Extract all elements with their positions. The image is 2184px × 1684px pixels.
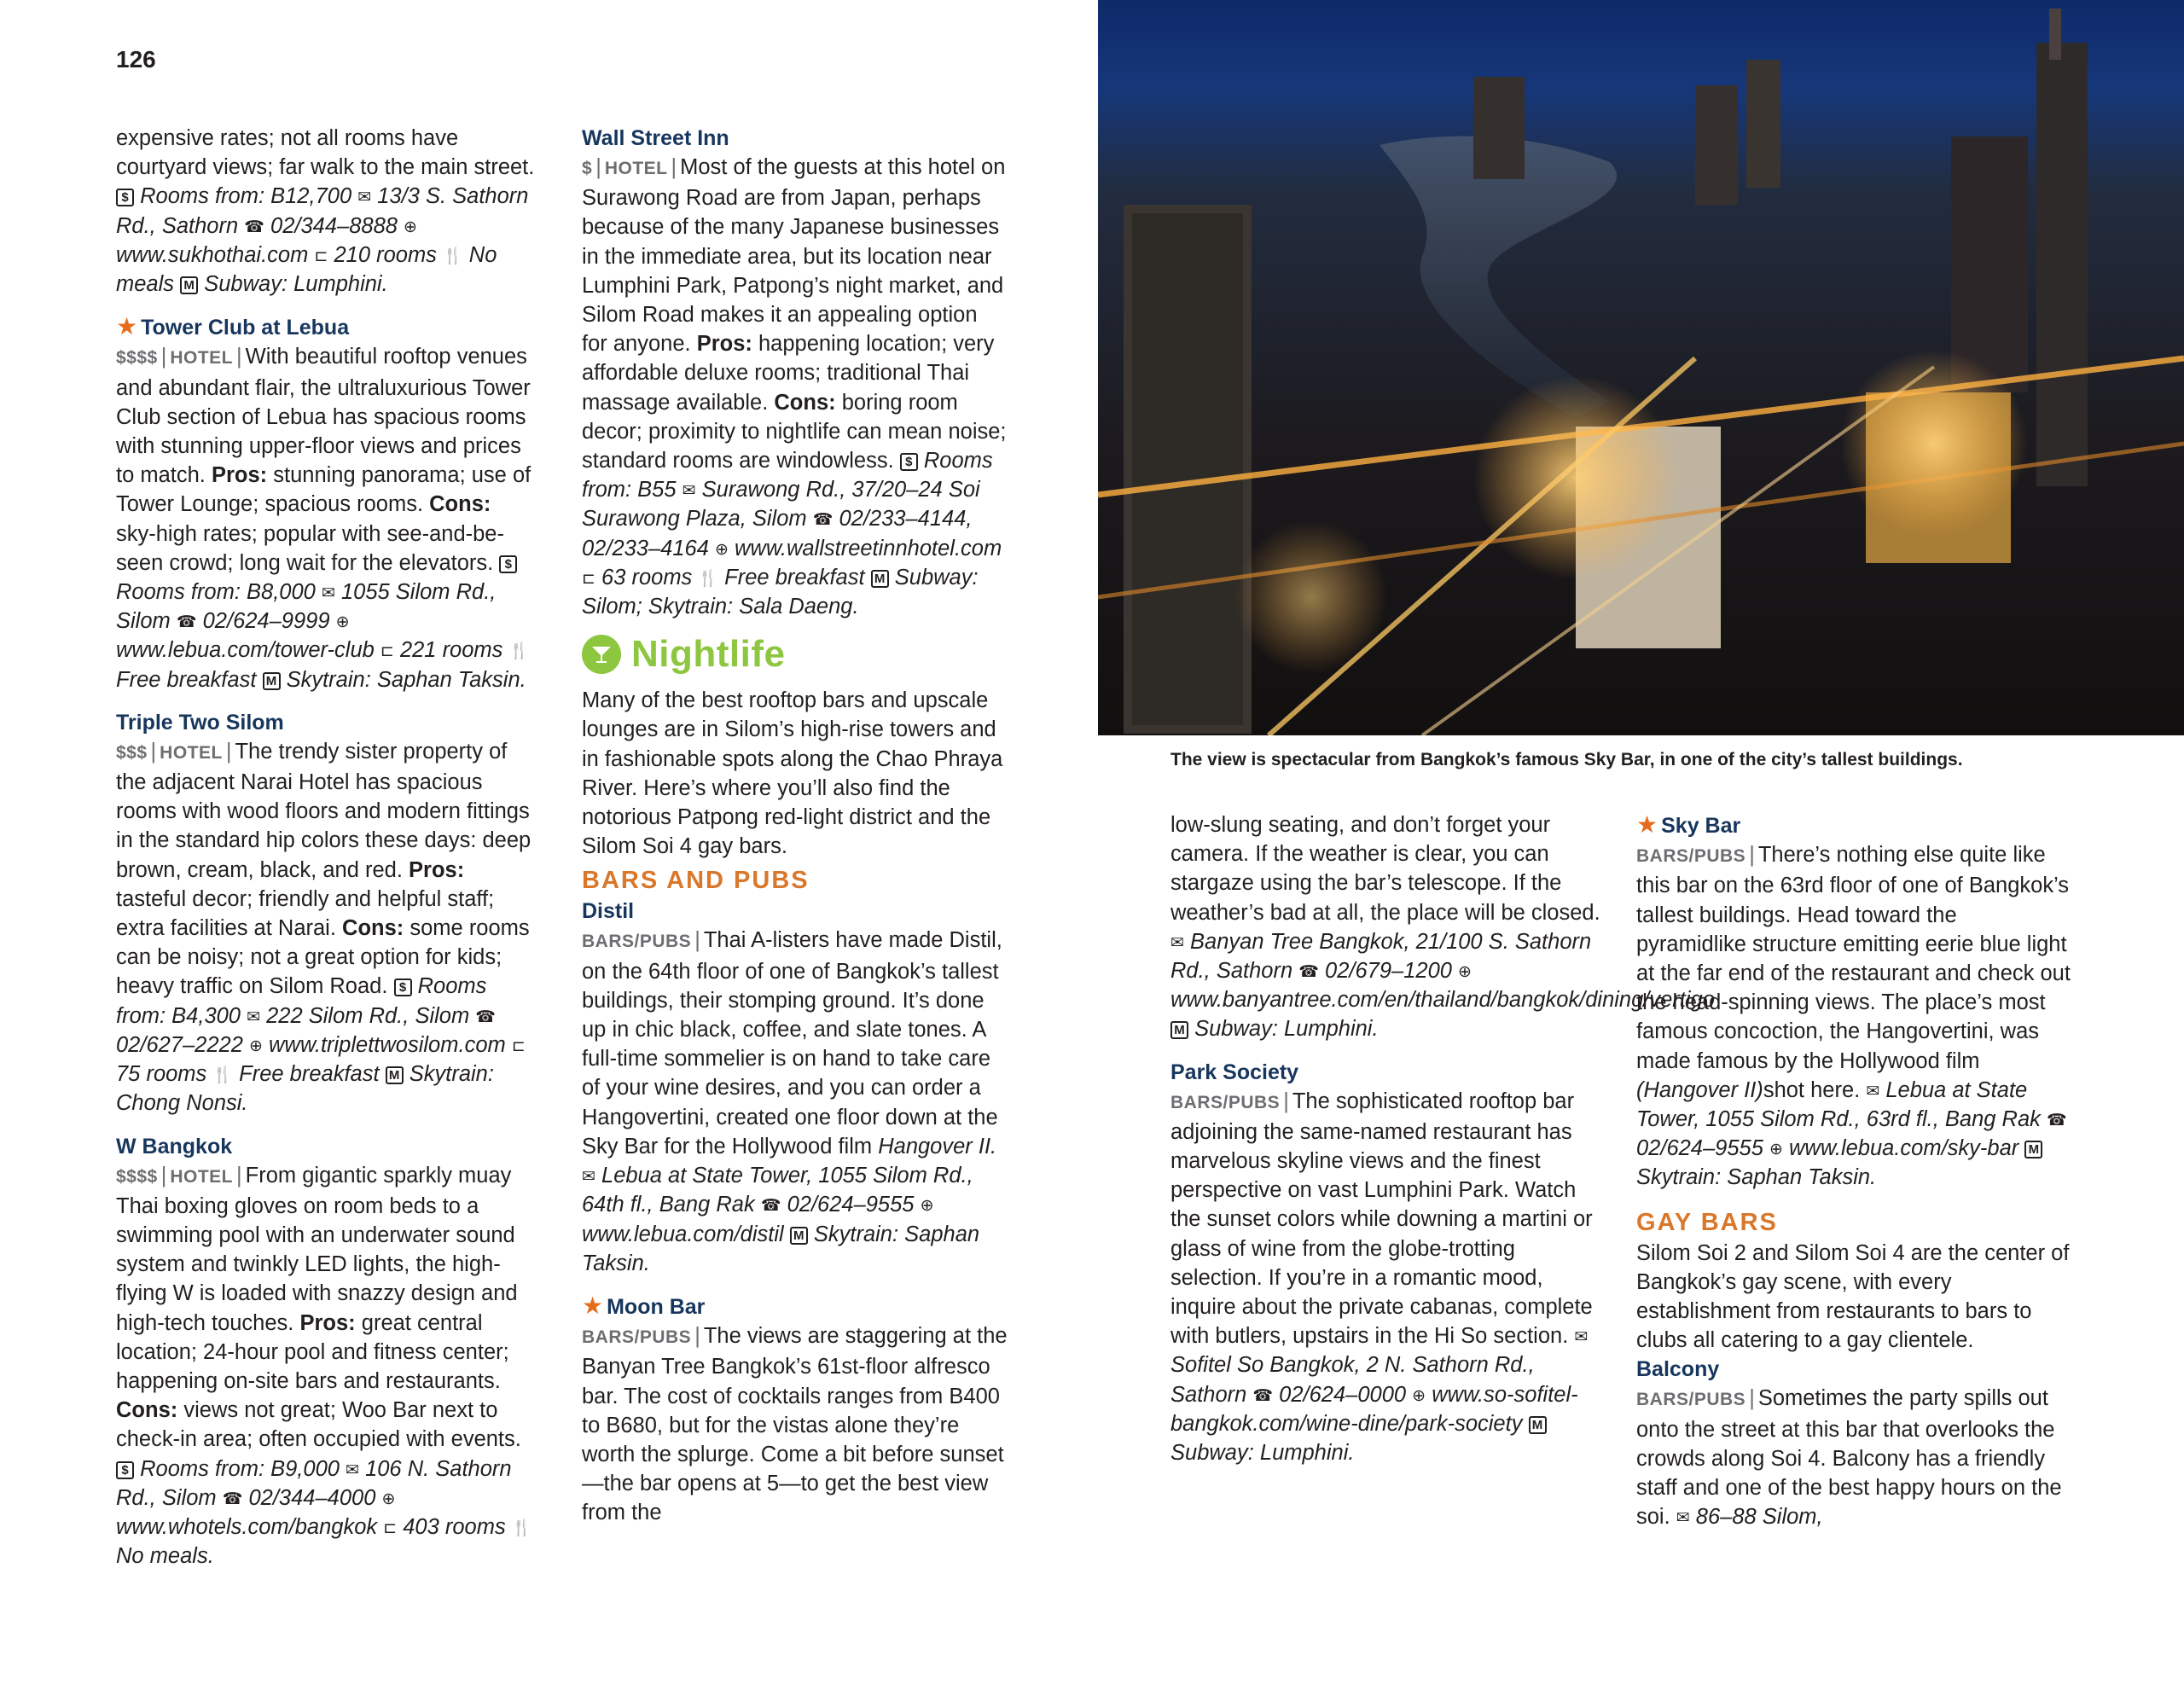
meals-icon: 🍴 <box>508 642 530 661</box>
separator: | <box>225 739 232 764</box>
hotel-entry-w-bangkok <box>116 1132 536 1571</box>
entry-text: The views are staggering at the Banyan Tree Bangkok’s 61st-floor alfresco bar. The cost of cocktails ranges from B400 to B680, but for the vistas alone they’re worth the splurge. Come a bit before sunset—the bar opens at 5—to get the best view from the <box>582 1324 1008 1525</box>
column-2 <box>582 124 1008 1542</box>
pros-label: Pros: <box>409 857 465 882</box>
phone-icon: ☎ <box>2047 1112 2067 1130</box>
phone-icon: ☎ <box>1298 963 1319 982</box>
entry-phone: 02/233–4144, 02/233–4164 <box>582 507 973 560</box>
web-icon: ⊕ <box>404 218 417 236</box>
hotel-entry-continued <box>116 124 536 299</box>
entry-phone: 02/624–0000 <box>1279 1382 1407 1407</box>
phone-icon: ☎ <box>475 1007 496 1026</box>
star-icon: ★ <box>1636 811 1658 838</box>
entry-phone: 02/627–2222 <box>116 1032 243 1057</box>
entry-phone: 02/344–8888 <box>270 213 398 238</box>
phone-icon: ☎ <box>1252 1386 1274 1405</box>
subway-icon: M <box>386 1066 404 1084</box>
bar-entry-park-society <box>1170 1058 1602 1468</box>
address-icon: ✉ <box>346 1460 359 1479</box>
web-icon: ⊕ <box>1769 1141 1783 1159</box>
entry-category: BARS/PUBS <box>582 932 692 952</box>
subway-icon: M <box>180 276 198 294</box>
address-icon: ✉ <box>1676 1509 1690 1528</box>
entry-web[interactable]: www.lebua.com/sky-bar <box>1789 1136 2019 1161</box>
address-icon: ✉ <box>357 189 372 207</box>
entry-category: HOTEL <box>170 1166 234 1187</box>
bed-icon: ⊏ <box>380 642 394 661</box>
entry-category: BARS/PUBS <box>1636 846 1746 867</box>
entry-transit: Subway: Lumphini. <box>204 272 388 297</box>
entry-address: 106 N. Sathorn Rd., Silom <box>116 1456 512 1510</box>
address-icon: ✉ <box>1574 1328 1589 1347</box>
entry-web[interactable]: www.lebua.com/tower-club <box>116 638 375 663</box>
pros-label: Pros: <box>211 463 268 488</box>
separator: | <box>236 1163 242 1188</box>
entry-text: With beautiful rooftop venues and abundant flair, the ultraluxurious Tower Club section of Lebua has spacious rooms with stunning upper-floor views and prices to match. <box>116 345 531 488</box>
star-icon: ★ <box>116 313 138 340</box>
entry-room-count: 210 rooms <box>334 242 437 267</box>
phone-icon: ☎ <box>812 511 834 530</box>
price-icon: $ <box>900 453 918 471</box>
subway-icon: M <box>1170 1021 1188 1039</box>
hotel-entry-tower-club <box>116 312 536 694</box>
web-icon: ⊕ <box>1458 963 1472 982</box>
entry-web[interactable]: www.banyantree.com/en/thailand/bangkok/dining/vertigo <box>1170 988 1715 1013</box>
phone-icon: ☎ <box>222 1489 243 1508</box>
bed-icon: ⊏ <box>582 569 595 588</box>
entry-cons: views not great; Woo Bar next to check-in area; often occupied with events. <box>116 1398 521 1452</box>
gay-bars-heading: GAY BARS <box>1636 1208 1778 1236</box>
meals-icon: 🍴 <box>698 569 719 588</box>
cons-label: Cons: <box>342 916 404 941</box>
entry-pros: happening location; very affordable deluxe rooms; traditional Thai massage available. <box>582 332 995 415</box>
bar-entry-moon-bar <box>582 1292 1008 1528</box>
bed-icon: ⊏ <box>383 1519 398 1537</box>
entry-address: 13/3 S. Sathorn Rd., Sathorn <box>116 184 529 238</box>
price-icon: $ <box>116 1461 134 1479</box>
entry-room-count: 63 rooms <box>601 565 693 589</box>
web-icon: ⊕ <box>920 1197 934 1216</box>
address-icon: ✉ <box>1170 933 1184 952</box>
entry-transit: Subway: Lumphini. <box>1170 1441 1355 1466</box>
entry-address: Sofitel So Bangkok, 2 N. Sathorn Rd., Sathorn <box>1170 1353 1535 1407</box>
web-icon: ⊕ <box>715 540 729 559</box>
pros-label: Pros: <box>299 1310 356 1335</box>
entry-phone: 02/679–1200 <box>1325 959 1452 984</box>
subway-icon: M <box>871 570 889 588</box>
entry-phone: 02/624–9555 <box>1636 1136 1763 1161</box>
entry-category: HOTEL <box>160 742 223 763</box>
star-icon: ★ <box>582 1292 604 1319</box>
entry-category: HOTEL <box>170 348 234 369</box>
entry-meals: Free breakfast <box>116 667 257 692</box>
entry-pros: tasteful decor; friendly and helpful staff; extra facilities at Narai. <box>116 886 495 941</box>
entry-name: Sky Bar <box>1661 814 1741 838</box>
subway-icon: M <box>790 1227 808 1245</box>
entry-address: 1055 Silom Rd., Silom <box>116 580 497 634</box>
hotel-entry-wall-street <box>582 124 1008 621</box>
bed-icon: ⊏ <box>314 247 328 265</box>
entry-address: Surawong Rd., 37/20–24 Soi Surawong Plaza, Silom <box>582 478 980 531</box>
address-icon: ✉ <box>321 584 335 603</box>
price-icon: $ <box>499 555 517 573</box>
entry-name: Park Society <box>1170 1060 1299 1084</box>
column-1 <box>116 124 536 1584</box>
phone-icon: ☎ <box>176 613 197 632</box>
separator: | <box>694 928 700 953</box>
web-icon: ⊕ <box>381 1489 396 1508</box>
bar-entry-balcony <box>1636 1355 2071 1531</box>
subway-icon: M <box>1529 1416 1547 1434</box>
entry-rooms: Rooms from: B8,000 <box>116 580 316 605</box>
entry-room-count: 75 rooms <box>116 1062 207 1087</box>
nightlife-title: Nightlife <box>631 633 786 676</box>
entry-rooms: Rooms from: B9,000 <box>140 1456 340 1481</box>
entry-address: Lebua at State Tower, 1055 Silom Rd., 63rd fl., Bang Rak <box>1636 1077 2041 1132</box>
film-title: (Hangover II) <box>1636 1077 1763 1102</box>
entry-text: Thai A-listers have made Distil, on the 64th floor of one of Bangkok’s tallest buildings, their stomping ground. It’s done up in chic black, coffee, and slate tones. A full-time sommelier is on hand to take care of your wine desires, and you can order a Hangovertini, created one floor down at the Sky Bar for the Hollywood film <box>582 928 1002 1158</box>
entry-cons: some rooms can be noisy; not a great option for kids; heavy traffic on Silom Road. <box>116 916 530 999</box>
entry-web[interactable]: www.wallstreetinnhotel.com <box>735 536 1002 560</box>
entry-transit: Skytrain: Saphan Taksin. <box>582 1222 980 1275</box>
address-icon: ✉ <box>682 482 696 501</box>
entry-room-count: 403 rooms <box>403 1514 506 1539</box>
entry-phone: 02/344–4000 <box>248 1485 376 1510</box>
entry-web[interactable]: www.sukhothai.com <box>116 242 309 267</box>
cons-label: Cons: <box>429 492 491 517</box>
entry-text: expensive rates; not all rooms have courtyard views; far walk to the main street. <box>116 126 535 180</box>
meals-icon: 🍴 <box>443 247 463 265</box>
nightlife-heading <box>582 635 1008 674</box>
entry-category: HOTEL <box>604 159 668 178</box>
bars-and-pubs-heading: BARS AND PUBS <box>582 867 810 895</box>
entry-web[interactable]: www.whotels.com/bangkok <box>116 1514 378 1539</box>
entry-pros: great central location; 24-hour pool and fitness center; happening on-site bars and restaurants. <box>116 1310 509 1393</box>
price-icon: $ <box>394 978 412 996</box>
entry-text: Sometimes the party spills out onto the street at this bar that overlooks the crowds along Soi 4. Balcony has a friendly staff and one of the best happy hours on the soi. <box>1636 1386 2062 1530</box>
entry-web[interactable]: www.so-sofitel-bangkok.com/wine-dine/park-society <box>1170 1382 1578 1436</box>
phone-icon: ☎ <box>244 218 264 236</box>
entry-text: The trendy sister property of the adjacent Narai Hotel has spacious rooms with wood floors and modern fittings in the standard hip colors these days: deep brown, cream, black, and red. <box>116 739 531 882</box>
entry-transit: Subway: Lumphini. <box>1194 1017 1379 1042</box>
entry-name: Moon Bar <box>607 1294 706 1319</box>
entry-name: Tower Club at Lebua <box>141 316 350 340</box>
separator: | <box>1283 1089 1289 1113</box>
entry-address: 86–88 Silom, <box>1695 1505 1823 1530</box>
entry-category: BARS/PUBS <box>1170 1092 1281 1112</box>
cons-label: Cons: <box>116 1398 178 1423</box>
entry-meals: No meals <box>116 242 497 297</box>
separator: | <box>236 345 242 369</box>
entry-web[interactable]: www.lebua.com/distil <box>582 1222 784 1246</box>
entry-address: Banyan Tree Bangkok, 21/100 S. Sathorn Rd., Sathorn <box>1170 929 1592 984</box>
bar-entry-sky-bar <box>1636 810 2071 1193</box>
entry-name: Distil <box>582 899 635 924</box>
entry-text: low-slung seating, and don’t forget your camera. If the weather is clear, you can stargaze using the bar’s telescope. If the weather’s bad at all, the place will be closed. <box>1170 813 1600 925</box>
entry-meals: Free breakfast <box>239 1062 380 1087</box>
entry-category: BARS/PUBS <box>582 1327 692 1348</box>
entry-room-count: 221 rooms <box>399 638 503 663</box>
separator: | <box>150 739 157 764</box>
cons-label: Cons: <box>774 390 836 415</box>
entry-text: Most of the guests at this hotel on Surawong Road are from Japan, perhaps because of the many Japanese businesses in the immediate area, but its location near Lumphini Park, Patpong’s night market, and Silom Road makes it an appealing option for anyone. <box>582 155 1006 357</box>
separator: | <box>160 1163 167 1188</box>
separator: | <box>694 1324 700 1349</box>
separator: | <box>1749 843 1755 868</box>
entry-phone: 02/624–9999 <box>202 609 330 634</box>
column-4 <box>1636 810 2071 1545</box>
cocktail-icon <box>582 635 621 674</box>
entry-transit: Subway: Silom; Skytrain: Sala Daeng. <box>582 565 979 619</box>
photo-caption: The view is spectacular from Bangkok’s famous Sky Bar, in one of the city’s tallest buildings. <box>1170 750 1963 769</box>
film-title: Hangover II. <box>878 1134 997 1158</box>
web-icon: ⊕ <box>249 1037 263 1055</box>
entry-address: 222 Silom Rd., Silom <box>266 1003 470 1028</box>
separator: | <box>671 155 677 179</box>
subway-icon: M <box>2024 1141 2042 1158</box>
price-level: $$$$ <box>116 348 158 369</box>
price-level: $ <box>582 159 593 178</box>
entry-cons: sky-high rates; popular with see-and-be-seen crowd; long wait for the elevators. <box>116 521 504 575</box>
entry-meals: Free breakfast <box>724 565 865 589</box>
entry-phone: 02/624–9555 <box>787 1193 915 1217</box>
entry-name: Wall Street Inn <box>582 126 729 150</box>
entry-name: Balcony <box>1636 1357 1720 1382</box>
page-number: 126 <box>116 46 156 73</box>
city-night-illustration <box>1098 0 2184 735</box>
pros-label: Pros: <box>696 332 752 357</box>
phone-icon: ☎ <box>760 1197 781 1216</box>
entry-rooms: Rooms from: B4,300 <box>116 974 487 1028</box>
meals-icon: 🍴 <box>212 1066 234 1085</box>
price-icon: $ <box>116 189 134 206</box>
entry-meals: No meals. <box>116 1544 214 1569</box>
meals-icon: 🍴 <box>511 1519 532 1537</box>
entry-transit: Skytrain: Saphan Taksin. <box>286 667 526 692</box>
entry-cons: boring room decor; proximity to nightlife can mean noise; standard rooms are windowless. <box>582 390 1007 473</box>
address-icon: ✉ <box>1866 1082 1880 1100</box>
entry-rooms: Rooms from: B12,700 <box>140 184 352 209</box>
entry-address: Lebua at State Tower, 1055 Silom Rd., 64th fl., Bang Rak <box>582 1164 973 1217</box>
entry-name: W Bangkok <box>116 1134 233 1158</box>
nightlife-intro: Many of the best rooftop bars and upscale lounges are in Silom’s high-rise towers and in fashionable spots along the Chao Phraya River. Here’s where you’ll also find the notorious Patpong red-light district and the Silom Soi 4 gay bars. <box>582 688 1003 859</box>
separator: | <box>595 155 601 179</box>
entry-transit: Skytrain: Chong Nonsi. <box>116 1062 494 1116</box>
entry-web[interactable]: www.triplettwosilom.com <box>269 1032 506 1057</box>
price-level: $$$$ <box>116 1166 158 1187</box>
entry-text: There’s nothing else quite like this bar on the 63rd floor of one of Bangkok’s tallest buildings. Head toward the pyramidlike structure emitting eerie blue light at the far end of the restaurant and check out the head-spinning views. The place’s most famous concoction, the Hangovertini, was made famous by the Hollywood film <box>1636 843 2071 1073</box>
subway-icon: M <box>263 672 281 690</box>
separator: | <box>160 345 167 369</box>
entry-text: From gigantic sparkly muay Thai boxing gloves on room beds to a swimming pool with an underwater sound system and twinkly LED lights, the high-flying W is loaded with snazzy design and high-tech touches. <box>116 1163 518 1335</box>
sky-bar-photo <box>1098 0 2184 735</box>
entry-pros: stunning panorama; use of Tower Lounge; spacious rooms. <box>116 463 531 517</box>
hotel-entry-triple-two <box>116 708 536 1118</box>
web-icon: ⊕ <box>1412 1386 1426 1405</box>
entry-rooms: Rooms from: B55 <box>582 449 993 502</box>
address-icon: ✉ <box>247 1007 261 1026</box>
entry-name: Triple Two Silom <box>116 710 284 735</box>
gay-bars-intro: Silom Soi 2 and Silom Soi 4 are the center of Bangkok’s gay scene, with every establishment from restaurants to bars to clubs all catering to a gay clientele. <box>1636 1240 2070 1353</box>
price-level: $$$ <box>116 742 148 763</box>
bar-entry-distil <box>582 897 1008 1277</box>
entry-category: BARS/PUBS <box>1636 1390 1746 1410</box>
bed-icon: ⊏ <box>511 1037 526 1055</box>
entry-transit: Skytrain: Saphan Taksin. <box>1636 1165 1877 1190</box>
separator: | <box>1749 1386 1755 1411</box>
web-icon: ⊕ <box>335 613 350 632</box>
entry-text: The sophisticated rooftop bar adjoining the same-named restaurant has marvelous skyline views and the finest perspective on vast Lumphini Park. Watch the sunset colors while downing a martini or glass of wine from the globe-trotting selection. If you’re in a romantic mood, inquire about the private cabanas, complete with butlers, upstairs in the Hi So section. <box>1170 1089 1593 1349</box>
entry-text-2: shot here. <box>1763 1077 1861 1102</box>
address-icon: ✉ <box>582 1168 595 1187</box>
